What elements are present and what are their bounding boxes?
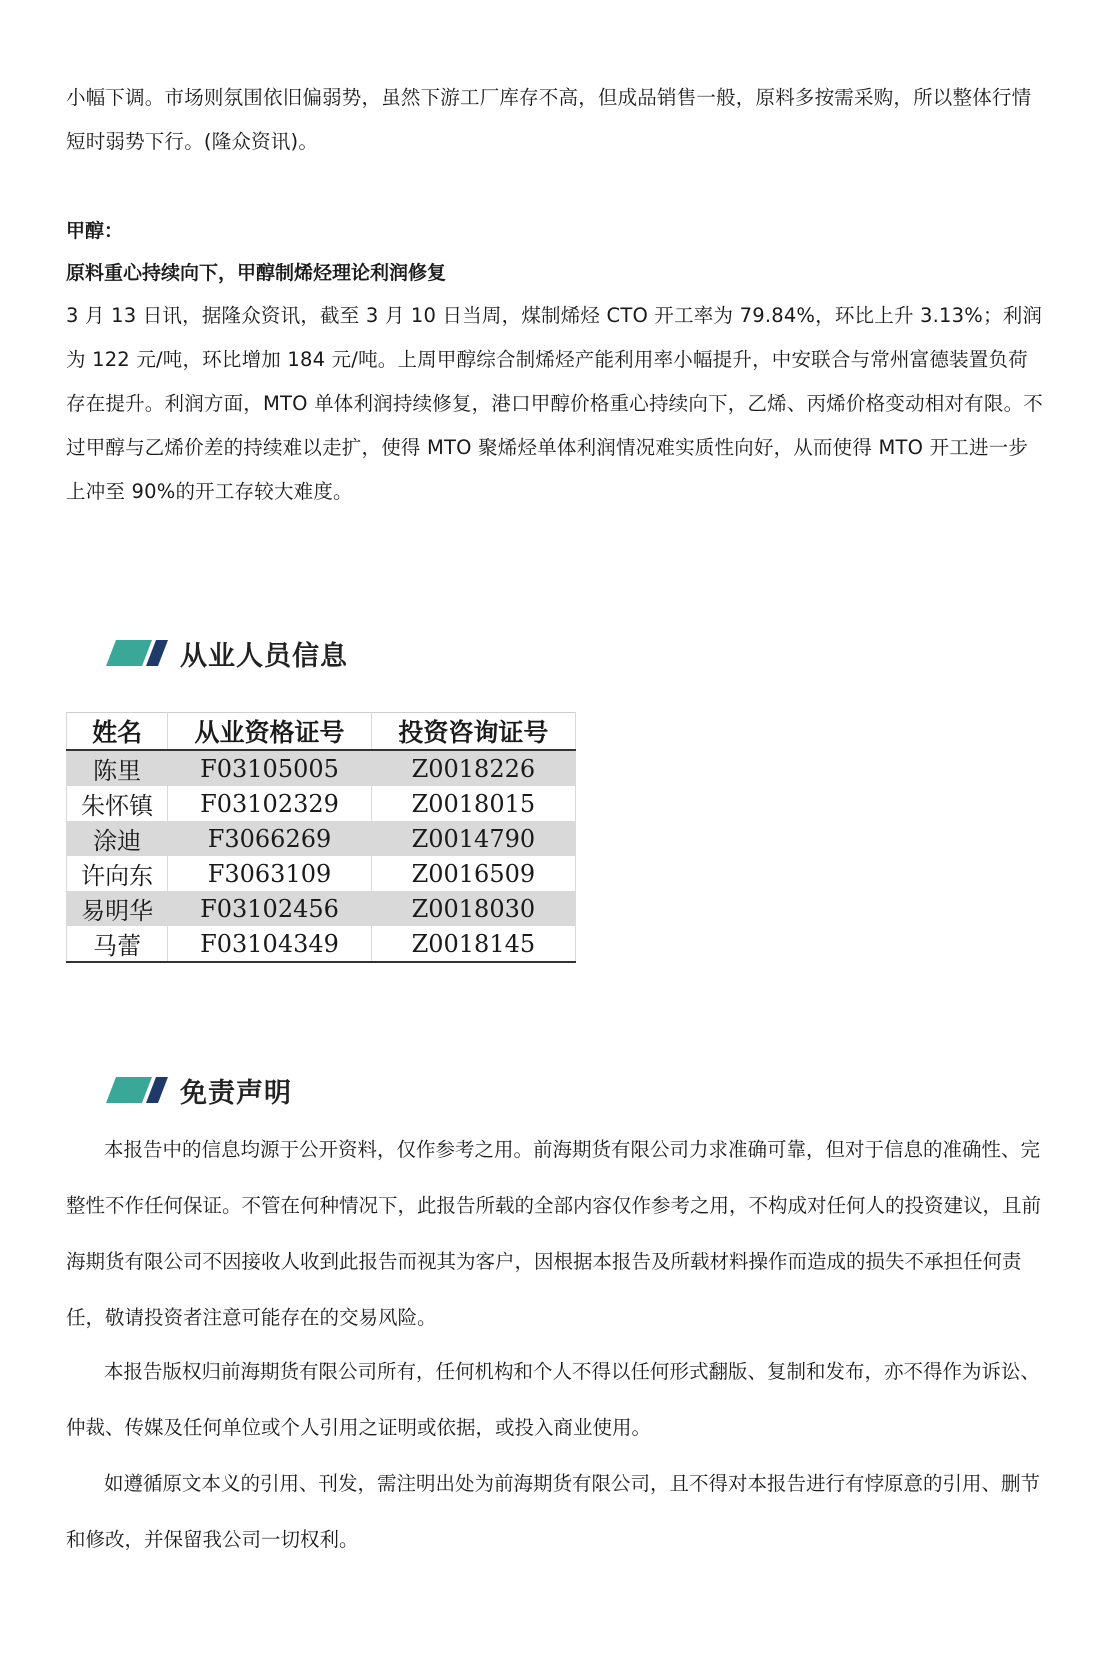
- disclaimer-paragraph-3: 如遵循原文本义的引用、刊发，需注明出处为前海期货有限公司，且不得对本报告进行有悖原意的引用、删节和修改，并保留我公司一切权利。: [66, 1472, 1041, 1551]
- table-row: [67, 750, 576, 786]
- table-header-row: [67, 713, 576, 751]
- disclaimer-section-header: [104, 1070, 292, 1110]
- column-header-consulting: 投资咨询证号: [371, 713, 575, 751]
- intro-paragraph: 小幅下调。市场则氛围依旧偏弱势，虽然下游工厂库存不高，但成品销售一般，原料多按需采购，所以整体行情短时弱势下行。(隆众资讯)。: [66, 86, 1032, 153]
- table-row: [67, 786, 576, 821]
- staff-table: [66, 712, 576, 963]
- cell-qualification: F03102456: [168, 891, 371, 926]
- cell-name: 陈里: [67, 750, 168, 786]
- staff-section-title: 从业人员信息: [180, 640, 348, 672]
- cell-name: 许向东: [67, 856, 168, 891]
- disclaimer-paragraph-2: 本报告版权归前海期货有限公司所有，任何机构和个人不得以任何形式翻版、复制和发布，亦不得作为诉讼、仲裁、传媒及任何单位或个人引用之证明或依据，或投入商业使用。: [66, 1360, 1041, 1439]
- staff-section-header: [104, 633, 348, 673]
- table-row: [67, 891, 576, 926]
- cell-qualification: F03102329: [168, 786, 371, 821]
- disclaimer-section-title: 免责声明: [180, 1077, 292, 1109]
- cell-consulting: Z0018030: [371, 891, 575, 926]
- cell-name: 涂迪: [67, 821, 168, 856]
- cell-qualification: F03104349: [168, 926, 371, 962]
- cell-consulting: Z0018015: [371, 786, 575, 821]
- table-row: [67, 926, 576, 962]
- methanol-heading: 甲醇：: [66, 220, 124, 242]
- cell-consulting: Z0014790: [371, 821, 575, 856]
- methanol-subheading: 原料重心持续向下，甲醇制烯烃理论利润修复: [66, 262, 447, 284]
- cell-qualification: F3063109: [168, 856, 371, 891]
- cell-qualification: F3066269: [168, 821, 371, 856]
- section-marker-icon: [104, 636, 170, 670]
- disclaimer-paragraph-1: 本报告中的信息均源于公开资料，仅作参考之用。前海期货有限公司力求准确可靠，但对于信息的准确性、完整性不作任何保证。不管在何种情况下，此报告所载的全部内容仅作参考之用，不构成对任何人的投资建议，且前海期货有限公司不因接收人收到此报告而视其为客户，因根据本报告及所载材料操作而造成的损失不承担任何责任，敬请投资者注意可能存在的交易风险。: [66, 1138, 1042, 1329]
- cell-consulting: Z0018226: [371, 750, 575, 786]
- cell-name: 马蕾: [67, 926, 168, 962]
- cell-name: 朱怀镇: [67, 786, 168, 821]
- column-header-qualification: 从业资格证号: [168, 713, 371, 751]
- table-row: [67, 856, 576, 891]
- cell-qualification: F03105005: [168, 750, 371, 786]
- table-row: [67, 821, 576, 856]
- methanol-paragraph: 3 月 13 日讯，据隆众资讯，截至 3 月 10 日当周，煤制烯烃 CTO 开工率为 79.84%，环比上升 3.13%；利润为 122 元/吨，环比增加 184 元/吨。上周甲醇综合制烯烃产能利用率小幅提升，中安联合与常州富德装置负荷存在提升。利润方面，MTO 单体利润持续修复，港口甲醇价格重心持续向下，乙烯、丙烯价格变动相对有限。不过甲醇与乙烯价差的持续难以走扩，使得 MTO 聚烯烃单体利润情况难实质性向好，从而使得 MTO 开工进一步上冲至 90%的开工存较大难度。: [66, 304, 1043, 503]
- section-marker-icon: [104, 1073, 170, 1107]
- column-header-name: 姓名: [67, 713, 168, 751]
- cell-consulting: Z0016509: [371, 856, 575, 891]
- cell-name: 易明华: [67, 891, 168, 926]
- cell-consulting: Z0018145: [371, 926, 575, 962]
